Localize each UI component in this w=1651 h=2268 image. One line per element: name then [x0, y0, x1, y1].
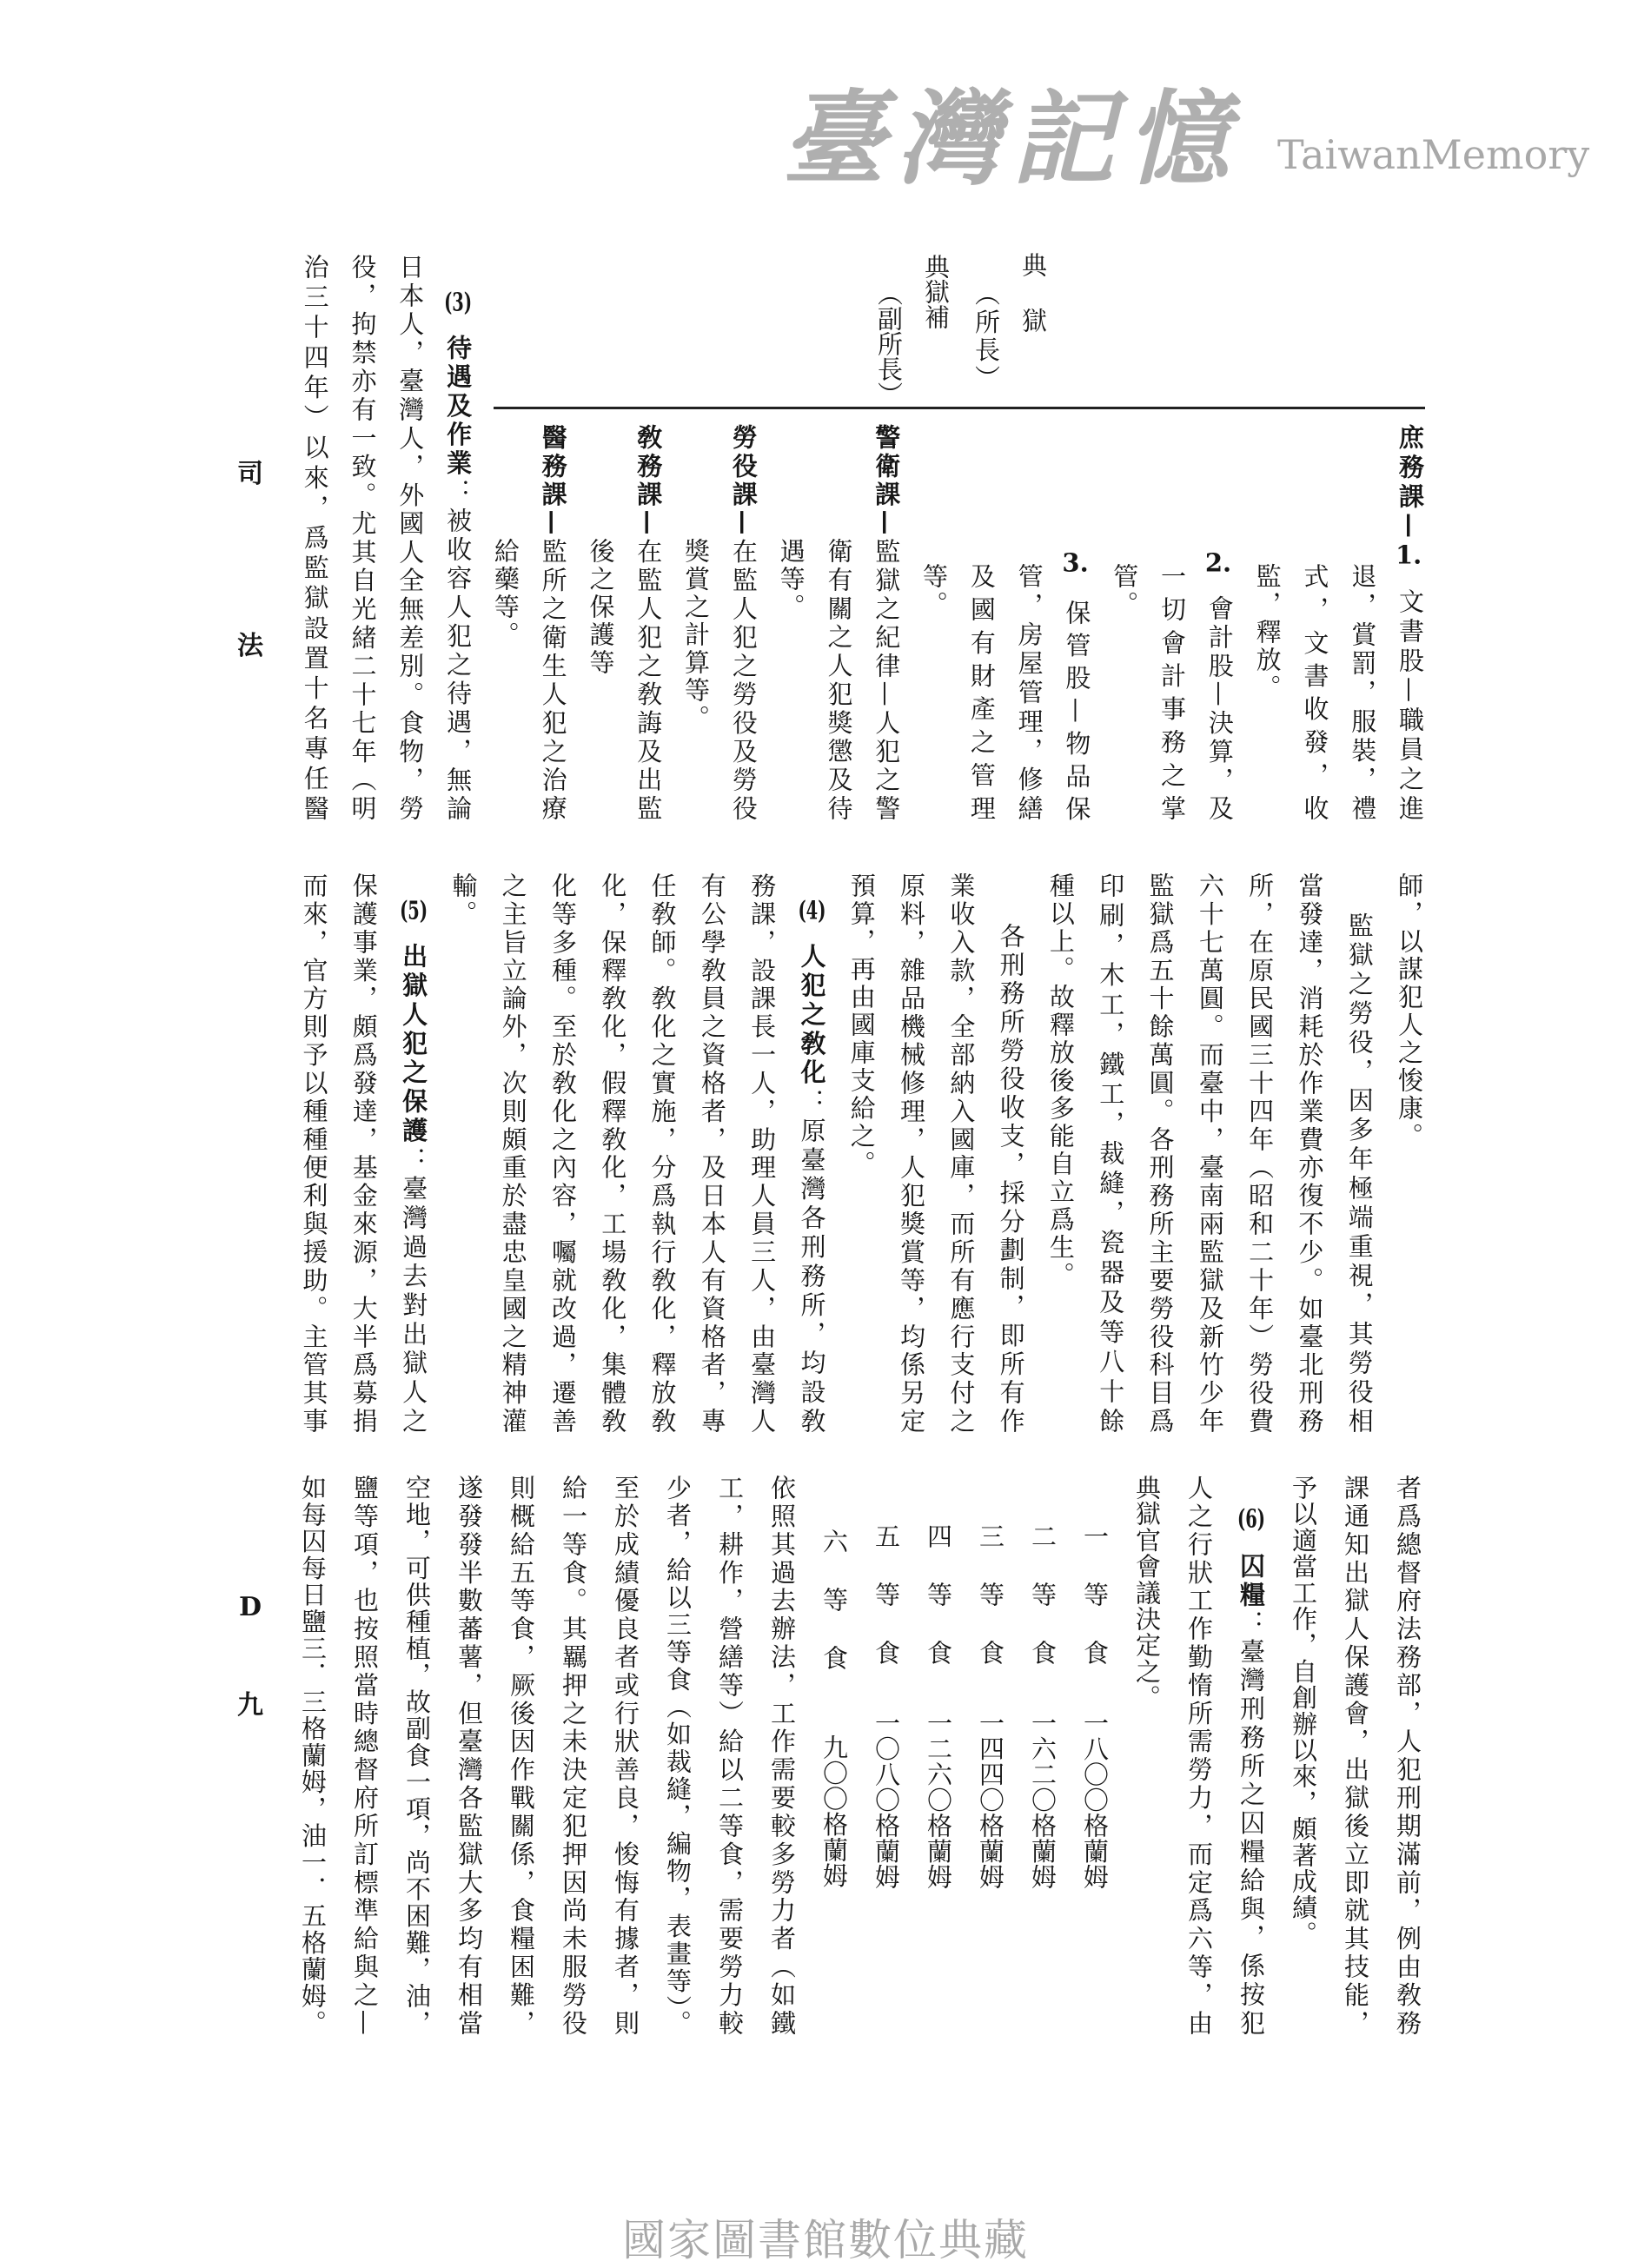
text-column: 保護事業，頗爲發達，基金來源，大半爲募捐	[348, 872, 379, 1436]
paragraph-heading: 囚糧	[1237, 1552, 1266, 1610]
org-chart-section	[291, 254, 1434, 823]
ration-row	[808, 1529, 860, 1888]
ration-grade: 四等食	[924, 1523, 953, 1698]
text-column: 退，賞罰，服裝，禮	[1348, 563, 1378, 823]
dept-name: 庶務課—	[1396, 424, 1425, 540]
column-text: ：被收容人犯之待遇，無論	[443, 478, 474, 823]
text-column: 業收入款，全部納入國庫，而所有應行支付之	[946, 872, 977, 1436]
column-text: 文書股—職員之進	[1396, 588, 1425, 823]
taiwan-memory-watermark-text: TaiwanMemory	[1277, 131, 1590, 178]
dept-name: 敎務課—	[633, 424, 664, 538]
ration-amount: 一八〇〇格蘭姆	[1080, 1710, 1110, 1890]
column-text: 在監人犯之敎誨及出監	[633, 537, 664, 824]
ration-amount: 一〇八〇格蘭姆	[872, 1710, 901, 1890]
ration-grade: 二等食	[1028, 1523, 1058, 1698]
ration-amount: 一六二〇格蘭姆	[1028, 1710, 1058, 1890]
paragraph-number: (3)	[444, 289, 472, 315]
text-column: 管，房屋管理，修繕	[1014, 563, 1044, 823]
text-column: 課通知出獄人保護會，出獄後立即就其技能，	[1341, 1475, 1370, 2036]
text-column: 化等多種。至於敎化之內容，囑就改過，遷善	[547, 872, 578, 1436]
section-letter: D	[238, 1592, 262, 1622]
text-column: 予以適當工作，自創辦以來，頗著成績。	[1289, 1475, 1318, 1947]
paragraph-heading: 人犯之敎化	[797, 943, 827, 1089]
text-column: 管。	[1110, 563, 1140, 619]
middle-text-section	[288, 872, 1434, 1436]
text-column: 典獄官會議決定之。	[1132, 1475, 1162, 1711]
text-column	[786, 898, 836, 1436]
text-column	[1196, 550, 1243, 823]
text-column: 式，文書收發，收	[1300, 563, 1330, 823]
text-column	[624, 424, 672, 823]
text-column	[529, 424, 577, 823]
item-number: 1.	[1396, 542, 1422, 567]
item-number: 3.	[1062, 550, 1089, 575]
text-column	[434, 289, 481, 823]
text-column	[388, 898, 438, 1436]
text-column: 獎賞之計算等。	[681, 538, 712, 733]
column-text: ：臺灣刑務所之囚糧給與，係按犯	[1237, 1609, 1266, 2036]
ration-row	[965, 1523, 1017, 1890]
text-column: 役，拘禁亦有一致。尤其自光緒二十七年（明	[348, 254, 378, 823]
dept-name: 醫務課—	[538, 424, 568, 538]
text-column: 預算，再由國庫支給之。	[846, 872, 877, 1178]
text-column: 當發達，消耗於作業費亦復不少。如臺北刑務	[1295, 872, 1325, 1436]
paragraph-number: (6)	[1237, 1506, 1265, 1531]
text-column: 則概給五等食，厥後因作戰關係，食糧困難，	[507, 1475, 536, 2036]
text-column: 者爲總督府法務部，人犯刑期滿前，例由敎務	[1393, 1475, 1422, 2036]
text-column: 六十七萬圓。而臺中，臺南兩監獄及新竹少年	[1195, 872, 1225, 1436]
paragraph-number: (4)	[798, 898, 826, 923]
bottom-text-section	[287, 1475, 1434, 2036]
text-column: 而來，官方則予以種種便利與援助。主管其事	[299, 872, 329, 1436]
text-column: 空地，可供種植，故副食一項，尚不困難，油，	[402, 1475, 432, 2036]
column-text: ：臺灣過去對出獄人之	[399, 1146, 429, 1436]
text-column: 任敎師。敎化之實施，分爲執行敎化，釋放敎	[647, 872, 678, 1436]
column-text: 監所之衛生人犯之治療	[538, 537, 568, 824]
ration-grade: 六等食	[819, 1529, 849, 1703]
dept-name: 警衛課—	[872, 424, 902, 538]
column-text: ：原臺灣各刑務所，均設敎	[797, 1088, 827, 1436]
text-column: 遂發發半數蕃薯，但臺灣各監獄大多均有相當	[454, 1475, 484, 2036]
ration-row	[1017, 1523, 1069, 1890]
text-column: 所，在原民國三十四年（昭和二十年）勞役費	[1245, 872, 1276, 1436]
text-column: 給一等食。其羈押之未決定犯押因尚未服勞役	[559, 1475, 588, 2036]
text-column	[1053, 550, 1101, 823]
text-column	[1225, 1506, 1277, 2036]
text-column: 有公學敎員之資格者，及日本人有資格者，專	[697, 872, 727, 1436]
section-name-char-1: 司	[237, 459, 263, 489]
text-column: 給藥等。	[490, 538, 520, 649]
paragraph-number: (5)	[400, 898, 428, 923]
text-column: 化，保釋敎化，假釋敎化，工場敎化，集體敎	[598, 872, 628, 1436]
text-column: 及國有財產之管理	[966, 563, 997, 823]
text-column: 人之行狀工作勤惰所需勞力，而定爲六等，由	[1184, 1475, 1214, 2036]
text-column: 工，耕作，營繕等）給以二等食，需要勞力較	[715, 1475, 745, 2036]
text-column: 輸。	[448, 872, 479, 928]
ration-grade: 三等食	[976, 1523, 1005, 1698]
page-number: 九	[237, 1690, 263, 1721]
text-column: 如每囚每日鹽三．三格蘭姆，油一．五格蘭姆。	[298, 1475, 328, 2036]
deputy-role: （副所長）	[874, 281, 904, 407]
ration-amount: 一二六〇格蘭姆	[924, 1710, 953, 1890]
section-name-char-2: 法	[237, 631, 263, 661]
text-column: 各刑務所勞役收支，採分劃制，即所有作	[996, 923, 1026, 1436]
text-column: 至於成績優良者或行狀善良，悛悔有據者，則	[611, 1475, 640, 2036]
text-column	[719, 424, 767, 823]
text-column: 後之保護等	[586, 538, 616, 677]
dept-name: 勞役課—	[728, 424, 759, 538]
text-column: 少者，給以三等食（如裁縫，編物，表畫等）。	[663, 1475, 693, 2036]
text-column: 鹽等項，也按照當時總督府所訂標準給與之—	[350, 1475, 380, 2036]
text-column: 師，以謀犯人之悛康。	[1395, 872, 1424, 1151]
text-column: 衛有關之人犯獎懲及待	[824, 538, 854, 823]
text-column: 日本人，臺灣人，外國人全無差別。食物，勞	[395, 254, 426, 823]
column-text: 在監人犯之勞役及勞役	[728, 537, 759, 824]
warden-title: 典獄	[1018, 252, 1048, 363]
text-column: 等。	[919, 563, 950, 619]
text-column: 監獄爲五十餘萬圓。各刑務所主要勞役科目爲	[1145, 872, 1176, 1436]
paragraph-heading: 出獄人犯之保護	[399, 943, 429, 1147]
ration-row	[1069, 1523, 1121, 1890]
text-column: 之主旨立論外，次則頗重於盡忠皇國之精神灌	[498, 872, 528, 1436]
text-column: 監獄之勞役，因多年極端重視，其勞役相	[1344, 912, 1375, 1436]
ration-grade: 五等食	[872, 1523, 901, 1698]
warden-role: （所長）	[971, 281, 1001, 390]
taiwan-memory-watermark-logo: 臺灣記憶	[782, 78, 1242, 199]
deputy-title: 典獄補	[921, 254, 951, 329]
text-column: 遇等。	[776, 538, 806, 621]
column-text: 會計股—決算，及	[1204, 594, 1235, 823]
library-footer-watermark: 國家圖書館數位典藏	[622, 2215, 1029, 2265]
text-column: 一切會計事務之掌	[1157, 563, 1188, 823]
ration-amount: 一四四〇格蘭姆	[976, 1710, 1005, 1890]
paragraph-heading: 待遇及作業	[443, 335, 474, 479]
ration-row	[912, 1523, 965, 1890]
column-text: 保管股—物品保	[1062, 599, 1092, 823]
item-number: 2.	[1204, 550, 1232, 575]
text-column	[862, 424, 910, 823]
column-text: 監獄之紀律—人犯之警	[872, 537, 902, 824]
text-column: 務課，設課長一人，助理人員三人，由臺灣人	[747, 872, 778, 1436]
text-column: 印刷，木工，鐵工，裁縫，瓷器及等八十餘	[1096, 872, 1126, 1436]
ration-grade: 一等食	[1080, 1523, 1110, 1698]
text-column	[1386, 424, 1434, 823]
text-column: 依照其過去辦法，工作需要較多勞力者（如鐵	[767, 1475, 797, 2036]
text-column: 種以上。故釋放後多能自立爲生。	[1045, 872, 1076, 1290]
text-column: 原料，雜品機械修理，人犯獎賞等，均係另定	[897, 872, 927, 1436]
text-column: 治三十四年）以來，爲監獄設置十名專任醫	[300, 254, 330, 823]
ration-amount: 九〇〇格蘭姆	[819, 1734, 849, 1888]
ration-row	[860, 1523, 912, 1890]
text-column: 監，釋放。	[1252, 563, 1283, 702]
